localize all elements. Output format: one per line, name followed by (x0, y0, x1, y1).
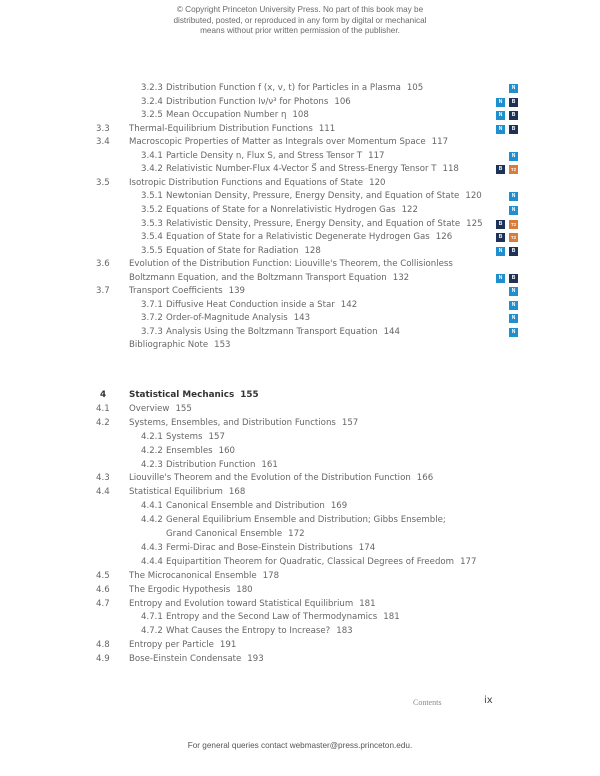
track-badge-b-icon: B (509, 111, 518, 120)
section-number: 4.4 (96, 487, 110, 498)
section-title-text: Entropy and the Second Law of Thermodynamics (166, 612, 378, 623)
section-title (166, 203, 418, 217)
toc-entry[interactable] (0, 230, 600, 244)
section-number: 4.2.3 (141, 459, 163, 470)
section-title-text: Entropy per Particle (129, 640, 214, 651)
track-badge-n-icon: N (509, 287, 518, 296)
page-ref: 172 (288, 529, 305, 539)
page-ref: 178 (262, 570, 280, 581)
contact-note: For general queries contact webmaster@press.princeton.edu. (187, 741, 413, 750)
section-number: 4 (100, 390, 107, 400)
toc-entry[interactable] (0, 541, 600, 555)
section-number: 3.2.3 (141, 83, 163, 93)
page-ref: 155 (240, 390, 259, 400)
section-title (166, 81, 423, 95)
track-badges (509, 84, 518, 93)
toc-entry[interactable] (0, 162, 600, 176)
toc-entry[interactable] (0, 271, 600, 285)
section-title (166, 610, 400, 624)
track-badge-n-icon: N (509, 206, 518, 215)
running-head: Contents (413, 698, 442, 707)
track-badge-n-icon: N (509, 301, 518, 310)
section-title-text: Equation of State for Radiation (166, 245, 299, 256)
toc-entry[interactable] (0, 338, 600, 352)
page-ref: 181 (383, 612, 400, 623)
toc-entry[interactable] (0, 624, 600, 638)
section-number: 4.4.1 (141, 501, 163, 512)
section-title-text: Newtonian Density, Pressure, Energy Density, and Equation of State (166, 191, 460, 202)
section-title (129, 652, 264, 666)
page-ref: 120 (369, 177, 386, 188)
page-ref: 143 (293, 313, 311, 324)
toc-entry[interactable] (0, 458, 600, 472)
section-number: 3.2.4 (141, 96, 163, 107)
page-ref: 180 (236, 584, 253, 595)
section-number: 3.6 (96, 259, 110, 270)
section-number: 3.5.5 (141, 245, 163, 256)
section-number: 3.4.2 (141, 164, 163, 175)
section-title (129, 471, 433, 485)
track-badge-n-icon: N (509, 84, 518, 93)
toc-entry[interactable] (0, 325, 600, 339)
section-title (166, 162, 459, 176)
track-badges (509, 301, 518, 310)
page-ref: 157 (341, 417, 359, 428)
track-badge-b-icon: B (509, 247, 518, 256)
section-title (129, 271, 409, 285)
section-title-text: Statistical Equilibrium (129, 487, 223, 498)
page-ref: 117 (368, 150, 385, 161)
section-title-text: Grand Canonical Ensemble (166, 529, 283, 539)
section-title (166, 298, 357, 312)
page-ref: 168 (228, 487, 246, 498)
toc-entry[interactable] (0, 555, 600, 569)
track-badge-t2-icon: T2 (510, 235, 517, 241)
section-title-text: Evolution of the Distribution Function: Liouville's Theorem, the Collisionless (129, 259, 453, 270)
section-title (129, 597, 376, 611)
section-title-text: Thermal-Equilibrium Distribution Functions (129, 123, 313, 134)
track-badge-b-icon: B (496, 165, 505, 174)
section-title (129, 122, 335, 136)
section-number: 3.5.4 (141, 232, 163, 243)
page-ref: 128 (304, 245, 321, 256)
section-title (166, 555, 476, 569)
track-badge-b-icon: B (509, 98, 518, 107)
toc-entry[interactable] (0, 430, 600, 444)
toc-entry[interactable] (0, 471, 600, 485)
page-ref: 118 (442, 164, 459, 175)
section-title-text: Isotropic Distribution Functions and Equations of State (129, 177, 364, 188)
section-number: 4.4.2 (141, 515, 163, 526)
toc-entry[interactable] (0, 189, 600, 203)
section-title (129, 135, 448, 149)
page-ref: 117 (431, 137, 449, 148)
section-title-text: General Equilibrium Ensemble and Distribution; Gibbs Ensemble; (166, 515, 446, 526)
toc-entry[interactable] (0, 569, 600, 583)
toc-entry[interactable] (0, 108, 600, 122)
section-number: 4.7 (96, 598, 110, 609)
page-ref: 166 (416, 473, 434, 484)
toc-entry[interactable] (0, 513, 600, 527)
section-title (166, 541, 375, 555)
section-title (129, 569, 279, 583)
copyright-notice (0, 5, 600, 37)
section-number: 4.7.1 (141, 612, 163, 623)
track-badge-n-icon: N (496, 274, 505, 283)
page-ref: 155 (175, 403, 192, 414)
section-number: 4.7.2 (141, 626, 163, 637)
section-title-text: The Ergodic Hypothesis (129, 584, 231, 595)
toc-entry[interactable] (0, 81, 600, 95)
toc-entry[interactable] (0, 610, 600, 624)
section-title (129, 638, 236, 652)
track-badges (496, 247, 518, 256)
section-number: 3.4 (96, 137, 110, 148)
toc-entry[interactable] (0, 217, 600, 231)
page-ref: 160 (218, 445, 236, 456)
section-title-text: Particle Density n, Flux S, and Stress Tensor T (166, 150, 363, 161)
section-number: 3.3 (96, 123, 110, 134)
track-badges (509, 314, 518, 323)
section-title-text: Transport Coefficients (129, 286, 223, 297)
page-ref: 120 (465, 191, 482, 202)
section-title (129, 176, 386, 190)
page-ref: 122 (401, 204, 418, 215)
track-badges (496, 220, 518, 229)
section-title (166, 513, 446, 527)
section-title-text: Analysis Using the Boltzmann Transport Equation (166, 326, 378, 337)
section-number: 4.4.4 (141, 556, 163, 567)
section-number: 4.2 (96, 417, 110, 428)
section-title (166, 311, 310, 325)
track-badges (496, 98, 518, 107)
toc-entry[interactable] (0, 203, 600, 217)
section-title (166, 527, 305, 541)
toc-entry[interactable] (0, 298, 600, 312)
section-title (129, 257, 453, 271)
track-badge-n-icon: N (509, 192, 518, 201)
section-title (166, 189, 482, 203)
section-title-text: Fermi-Dirac and Bose-Einstein Distributions (166, 542, 353, 553)
toc-entry[interactable] (0, 176, 600, 190)
section-number: 3.5.3 (141, 218, 163, 229)
section-title (166, 430, 225, 444)
section-title (166, 244, 321, 258)
toc-entry[interactable] (0, 402, 600, 416)
section-number: 3.5.1 (141, 191, 163, 202)
track-badge-t2-icon: T2 (510, 167, 517, 173)
section-title (166, 458, 278, 472)
page-ref: 111 (318, 123, 336, 134)
track-badges (496, 274, 518, 283)
section-title-text: Distribution Function f (x, v, t) for Particles in a Plasma (166, 83, 401, 93)
track-badge-t2-icon: T2 (510, 221, 517, 227)
section-title-text: Bibliographic Note (129, 340, 209, 351)
track-badges (496, 233, 518, 242)
track-badge-n-icon: N (496, 247, 505, 256)
section-title-text: Equations of State for a Nonrelativistic Hydrogen Gas (166, 204, 396, 215)
section-title-text: Diffusive Heat Conduction inside a Star (166, 299, 335, 310)
section-number: 3.5.2 (141, 204, 163, 215)
page-ref: 139 (228, 286, 246, 297)
toc-entry[interactable] (0, 416, 600, 430)
section-title-text: Overview (129, 403, 170, 414)
section-title-text: Canonical Ensemble and Distribution (166, 501, 325, 512)
section-title (166, 499, 347, 513)
toc-entry[interactable] (0, 257, 600, 271)
section-number: 3.7.3 (141, 326, 163, 337)
section-number: 4.5 (96, 570, 110, 581)
toc-entry[interactable] (0, 485, 600, 499)
page-ref: 193 (247, 654, 264, 665)
section-number: 3.7.1 (141, 299, 163, 310)
track-badge-n-icon: N (509, 314, 518, 323)
section-title-text: Relativistic Density, Pressure, Energy Density, and Equation of State (166, 218, 461, 229)
track-badge-n-icon: N (509, 328, 518, 337)
section-title (129, 338, 231, 352)
page-ref: 144 (383, 326, 400, 337)
page-ref: 157 (208, 431, 225, 442)
page-ref: 132 (392, 272, 410, 283)
toc-entry[interactable] (0, 444, 600, 458)
page-ref: 108 (292, 110, 309, 121)
track-badge-n-icon: N (496, 125, 505, 134)
page-ref: 177 (460, 556, 477, 567)
section-title (129, 583, 253, 597)
toc-entry[interactable] (0, 499, 600, 513)
page-ref: 142 (340, 299, 358, 310)
section-title (129, 284, 245, 298)
section-title-text: The Microcanonical Ensemble (129, 570, 257, 581)
track-badge-b-icon: B (496, 220, 505, 229)
track-badges (509, 328, 518, 337)
section-number: 3.7.2 (141, 313, 163, 324)
section-number: 4.2.2 (141, 445, 163, 456)
section-title-text: Ensembles (166, 445, 213, 456)
section-title (129, 485, 245, 499)
section-title-text: Distribution Function Iν/ν³ for Photons (166, 96, 329, 107)
page-ref: 105 (406, 83, 424, 93)
section-title-text: Bose-Einstein Condensate (129, 654, 242, 665)
section-title-text: Systems, Ensembles, and Distribution Functions (129, 417, 336, 428)
track-badge-b-icon: B (509, 274, 518, 283)
section-title-text: Entropy and Evolution toward Statistical Equilibrium (129, 598, 354, 609)
section-title (166, 230, 452, 244)
page-ref: 174 (358, 542, 376, 553)
copyright-line: distributed, posted, or reproduced in any form by digital or mechanical (173, 15, 427, 25)
copyright-line: means without prior written permission of the publisher. (200, 26, 400, 35)
section-title-text: What Causes the Entropy to Increase? (166, 626, 331, 637)
toc-entry[interactable] (0, 135, 600, 149)
section-title-text: Macroscopic Properties of Matter as Integrals over Momentum Space (129, 137, 426, 148)
page-ref: 126 (435, 232, 453, 243)
toc-entry[interactable] (0, 652, 600, 666)
track-badge-n-icon: N (496, 98, 505, 107)
section-number: 4.6 (96, 584, 110, 595)
section-title-text: Distribution Function (166, 459, 256, 470)
toc-entry[interactable] (0, 95, 600, 109)
section-number: 4.3 (96, 473, 110, 484)
page-ref: 181 (359, 598, 376, 609)
toc-entry[interactable] (0, 583, 600, 597)
track-badges (496, 165, 518, 174)
section-title (129, 402, 192, 416)
toc-entry[interactable] (0, 597, 600, 611)
section-number: 4.9 (96, 654, 110, 665)
section-number: 4.4.3 (141, 542, 163, 553)
track-badge-n-icon: N (509, 152, 518, 161)
page-ref: 106 (334, 96, 351, 107)
toc-entry[interactable] (0, 122, 600, 136)
toc-entry[interactable] (0, 284, 600, 298)
section-title (166, 149, 385, 163)
section-title-text: Order-of-Magnitude Analysis (166, 313, 288, 324)
section-title-text: Systems (166, 431, 203, 442)
section-number: 3.4.1 (141, 150, 163, 161)
page-ref: 161 (261, 459, 278, 470)
page-ref: 153 (214, 340, 231, 351)
toc-chapter-entry[interactable] (0, 388, 600, 402)
section-title-text: Equation of State for a Relativistic Degenerate Hydrogen Gas (166, 232, 430, 243)
section-title-text: Mean Occupation Number η (166, 110, 287, 121)
section-number: 3.2.5 (141, 110, 163, 121)
page-ref: 125 (466, 218, 483, 229)
section-title (166, 95, 351, 109)
page-ref: 191 (219, 640, 237, 651)
toc-entry[interactable] (0, 638, 600, 652)
track-badge-b-icon: B (496, 233, 505, 242)
track-badges (509, 206, 518, 215)
section-title (166, 108, 309, 122)
track-badges (496, 111, 518, 120)
toc-entry[interactable] (0, 244, 600, 258)
section-title-text: Liouville's Theorem and the Evolution of the Distribution Function (129, 473, 411, 484)
copyright-line: © Copyright Princeton University Press. No part of this book may be (176, 5, 424, 14)
section-title-text: Boltzmann Equation, and the Boltzmann Transport Equation (129, 272, 387, 283)
section-number: 3.7 (96, 286, 110, 297)
track-badges (496, 125, 518, 134)
section-title (129, 388, 259, 402)
toc-entry[interactable] (0, 149, 600, 163)
section-title-text: Relativistic Number-Flux 4-Vector S⃗ and Stress-Energy Tensor T (166, 164, 437, 175)
section-title (129, 416, 358, 430)
section-number: 4.2.1 (141, 431, 163, 442)
section-number: 3.5 (96, 177, 110, 188)
section-number: 4.1 (96, 403, 110, 414)
track-badges (509, 287, 518, 296)
toc-entry[interactable] (0, 527, 600, 541)
track-badges (509, 192, 518, 201)
section-title (166, 444, 235, 458)
section-number: 4.8 (96, 640, 110, 651)
track-badge-n-icon: N (496, 111, 505, 120)
section-title (166, 217, 483, 231)
section-title (166, 624, 353, 638)
section-title-text: Statistical Mechanics (129, 390, 235, 400)
section-title (166, 325, 400, 339)
page-ref: 183 (336, 626, 353, 637)
track-badge-b-icon: B (509, 125, 518, 134)
section-title-text: Equipartition Theorem for Quadratic, Classical Degrees of Freedom (166, 556, 455, 567)
toc-entry[interactable] (0, 311, 600, 325)
track-badges (509, 152, 518, 161)
page-ref: 169 (330, 501, 348, 512)
page-number: ix (484, 695, 493, 706)
